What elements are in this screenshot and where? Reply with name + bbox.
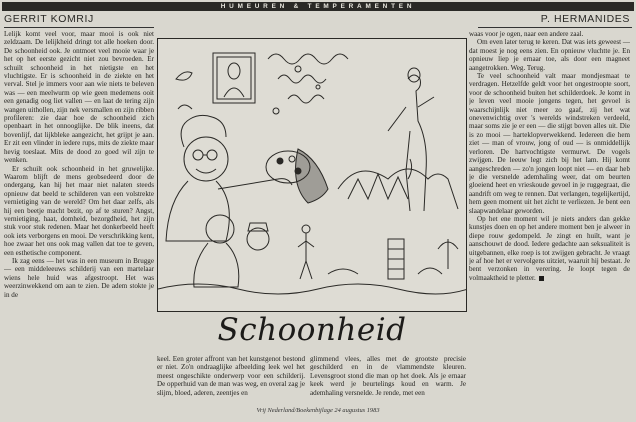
illustration-drawing xyxy=(158,39,466,311)
byline-rule-left xyxy=(4,27,154,28)
article-column-1 xyxy=(4,30,154,402)
end-mark-icon xyxy=(539,276,544,281)
paragraph: Ik zag eens — het was in een museum in Brugge — een middeleeuws schilderij van een martelaar wiens hele huid was afgestroopt. Het was weerzinwekkend om aan te zien. De adem stokte je in de xyxy=(4,256,154,299)
paragraph: waas voor je ogen, naar een andere zaal. xyxy=(469,30,584,38)
paragraph: Om even later terug te keren. Dat was iets geweest — dat moest je nog eens zien. En opnieuw vluchtte je. En opnieuw liep je ernaar toe, als door een magneet aangetrokken. Weg. Terug. xyxy=(469,38,630,72)
byline-rule-right xyxy=(478,27,632,28)
illustrator-byline: P. HERMANIDES xyxy=(540,13,630,25)
article-headline: Schoonheid xyxy=(217,312,407,348)
paragraph: Lelijk komt veel voor, maar mooi is ook niet zeldzaam. De lelijkheid dringt tot alle hoeken door. De schoonheid ook. Je ontmoet veel mooie waar je het op het eerste gezicht niet zou bevroeden. Er schuilt schoonheid in het nietigste en het vluchtigste. Er is schoonheid in de ziekte en het verval. Stel je immers voor aan wie niets te beleven was — een meelwurm op wie geen medemens ooit een genadig oog liet vallen — en laat de tering zijn wangen uithollen, zijn nek versmallen en zijn ribben profileren: zie daar hoe de schoonheid zich openbaart in het onnooglijke. De blik ineens, dat bovenlijf, dat lijkbleke aangezicht, het grijpt je aan. Er zit een vlinder in iedere rups, mits de ziekte maar hevig toeslaat. Mits de dood zo goed wil zijn te wenken. xyxy=(4,30,154,165)
paragraph: keel. Een groter affront van het kunstgenot bestond er niet. Zo'n ondraaglijke afbeelding leek wel het meest ongeschikte onderwerp voor een schilderij. De opperhuid van de man was weg, en overal zag je slijm, bloed, aderen, zeentjes en xyxy=(157,355,305,397)
author-byline: GERRIT KOMRIJ xyxy=(4,13,94,25)
paragraph: Er schuilt ook schoonheid in het gruwelijke. Waarom blijft de mens geobsedeerd door de ondergang, kan hij het maar niet nalaten steeds opnieuw dat beeld te schilderen van een volstrekte vernietiging van de wereld? Om het daar zelfs, als hij een beetje macht bezit, op af te sturen? Angst, vernietiging, haat, domheid, bezorgdheid, het zijn stuk voor stuk redenen. Maar het donkerbeeld heeft ook iets verborgens en mooi. De verschrikking kent, hoe zwaar het ons ook mag vallen dat toe te geven, een esthetische component. xyxy=(4,164,154,257)
paragraph: Te veel schoonheid valt maar mondjesmaat te verdragen. Hetzelfde geldt voor het ongestroopte soort, voor de schoonheid buiten het schilderdoek. Je komt in je leven veel mooie jongens tegen, het gevoel is waarschijnlijk niet meer zo gaaf, zij het wat onevenwichtig over 's werelds windstreken verdeeld, maar soms zie je er een — die stijgt boven alles uit. Die is zo mooi — harteklopverwekkend. Iedereen die hem ziet — man of vrouw, jong of oud — is onmiddellijk verloren. De hartvochtigste vermurwt. De vogels zwijgen. De leeuw legt zich bij het lam. Hij komt aangeschreden — zo'n jongen loopt niet — en daar heb je die versnelde ademhaling weer, dat om beurten gloeiend heet en vrieskoude gevoel in je ruggegraat, die aandrift om weg te rennen. Dat verlangen, tegelijkertijd, hem geen moment uit het zicht te verliezen. Je bent een slaapwandelaar geworden. xyxy=(469,72,630,215)
article-column-2 xyxy=(157,355,305,402)
article-column-3 xyxy=(310,355,466,402)
section-header-band: HUMEUREN & TEMPERAMENTEN xyxy=(2,2,634,11)
paragraph xyxy=(469,215,630,282)
illustration xyxy=(157,38,467,312)
article-column-4 xyxy=(469,30,630,402)
paragraph: glimmend vlees, alles met de grootste precisie geschilderd en in de vlammendste kleuren. Levensgroot stond die man op het doek. Als je ernaar keek werd je beurtelings koud en warm. Je ademhaling versnelde. Je rende, met een xyxy=(310,355,466,397)
page-footer: Vrij Nederland/Boekenbijlage 24 augustus 1983 xyxy=(256,407,380,414)
paragraph-text: Op het ene moment wil je niets anders dan gekke kunstjes doen en op het andere moment ben je alweer in diepe rouw gedompeld. Je zingt en huilt, want je aanschouwt de dood. Iedere gedachte aan seksualiteit is uitgebannen, elke roep is tot zwijgen gebracht. Je vraagt je af hoe het er vervolgens uitziet, waaruit hij bestaat. Je bent verzonken in verering. Je loopt tegen de volmaaktheid te pletter. xyxy=(469,214,630,282)
